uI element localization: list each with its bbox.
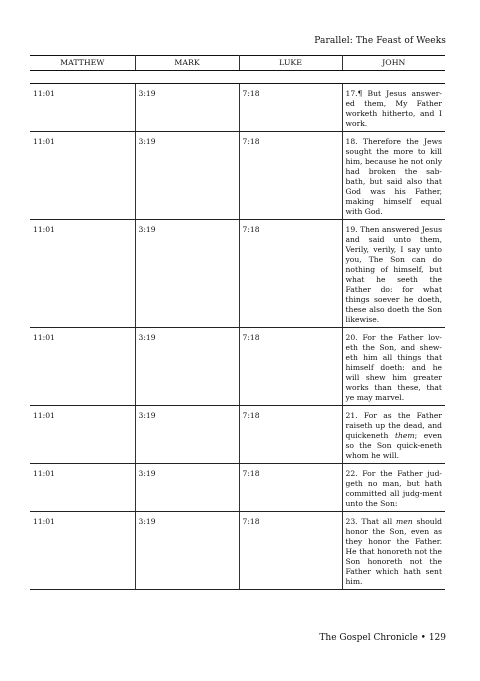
- table-row: [30, 406, 445, 464]
- matthew-cell: 11:01: [30, 132, 135, 220]
- verse-text: 21. For as the Father raiseth up the dead, and quickeneth: [345, 411, 442, 440]
- table-row: [30, 328, 445, 406]
- column-header-john: JOHN: [342, 56, 445, 71]
- mark-cell: 3:19: [135, 464, 239, 512]
- header-spacer: [30, 71, 445, 84]
- john-verse-cell: 17.¶ But Jesus answer-ed them, My Father worketh hitherto, and I work.: [342, 84, 445, 132]
- column-header-mark: MARK: [135, 56, 239, 71]
- luke-cell: 7:18: [239, 512, 342, 590]
- matthew-cell: 11:01: [30, 512, 135, 590]
- mark-cell: 3:19: [135, 132, 239, 220]
- table-row: [30, 464, 445, 512]
- column-header-matthew: MATTHEW: [30, 56, 135, 71]
- luke-cell: 7:18: [239, 406, 342, 464]
- verse-text: 23. That all: [345, 517, 397, 526]
- luke-cell: 7:18: [239, 220, 342, 328]
- parallel-table: [30, 55, 445, 590]
- john-verse-cell: 20. For the Father lov-eth the Son, and shew-eth him all things that himself doeth: and he will shew him greater works than these, that ye may marvel.: [342, 328, 445, 406]
- verse-text: ; even so the Son quick-eneth whom he will.: [345, 431, 442, 460]
- john-verse-cell: [342, 512, 445, 590]
- john-verse-cell: 18. Therefore the Jews sought the more to kill him, because he not only had broken the sab-bath, but said also that God was his Father, making himself equal with God.: [342, 132, 445, 220]
- luke-cell: 7:18: [239, 132, 342, 220]
- matthew-cell: 11:01: [30, 406, 135, 464]
- john-verse-cell: 19. Then answered Jesus and said unto them, Verily, verily, I say unto you, The Son can do nothing of himself, but what he seeth the Father do: for what things soever he doeth, these also doeth the Son likewise.: [342, 220, 445, 328]
- matthew-cell: 11:01: [30, 464, 135, 512]
- john-verse-cell: [342, 406, 445, 464]
- luke-cell: 7:18: [239, 328, 342, 406]
- mark-cell: 3:19: [135, 220, 239, 328]
- mark-cell: 3:19: [135, 328, 239, 406]
- page-footer: The Gospel Chronicle • 129: [319, 633, 446, 643]
- matthew-cell: 11:01: [30, 220, 135, 328]
- john-verse-cell: 22. For the Father jud-geth no man, but hath committed all judg-ment unto the Son:: [342, 464, 445, 512]
- mark-cell: 3:19: [135, 406, 239, 464]
- matthew-cell: 11:01: [30, 328, 135, 406]
- running-header: Parallel: The Feast of Weeks: [314, 36, 446, 46]
- verse-italic-word: them: [394, 431, 415, 440]
- table-header-row: [30, 56, 445, 71]
- mark-cell: 3:19: [135, 84, 239, 132]
- verse-text: should honor the Son, even as they honor the Father. He that honoreth not the Son honoreth not the Father which hath sent him.: [345, 517, 442, 586]
- luke-cell: 7:18: [239, 84, 342, 132]
- luke-cell: 7:18: [239, 464, 342, 512]
- column-header-luke: LUKE: [239, 56, 342, 71]
- verse-italic-word: men: [396, 517, 413, 526]
- table-row: [30, 132, 445, 220]
- table-row: [30, 512, 445, 590]
- matthew-cell: 11:01: [30, 84, 135, 132]
- table-row: [30, 84, 445, 132]
- mark-cell: 3:19: [135, 512, 239, 590]
- table-row: [30, 220, 445, 328]
